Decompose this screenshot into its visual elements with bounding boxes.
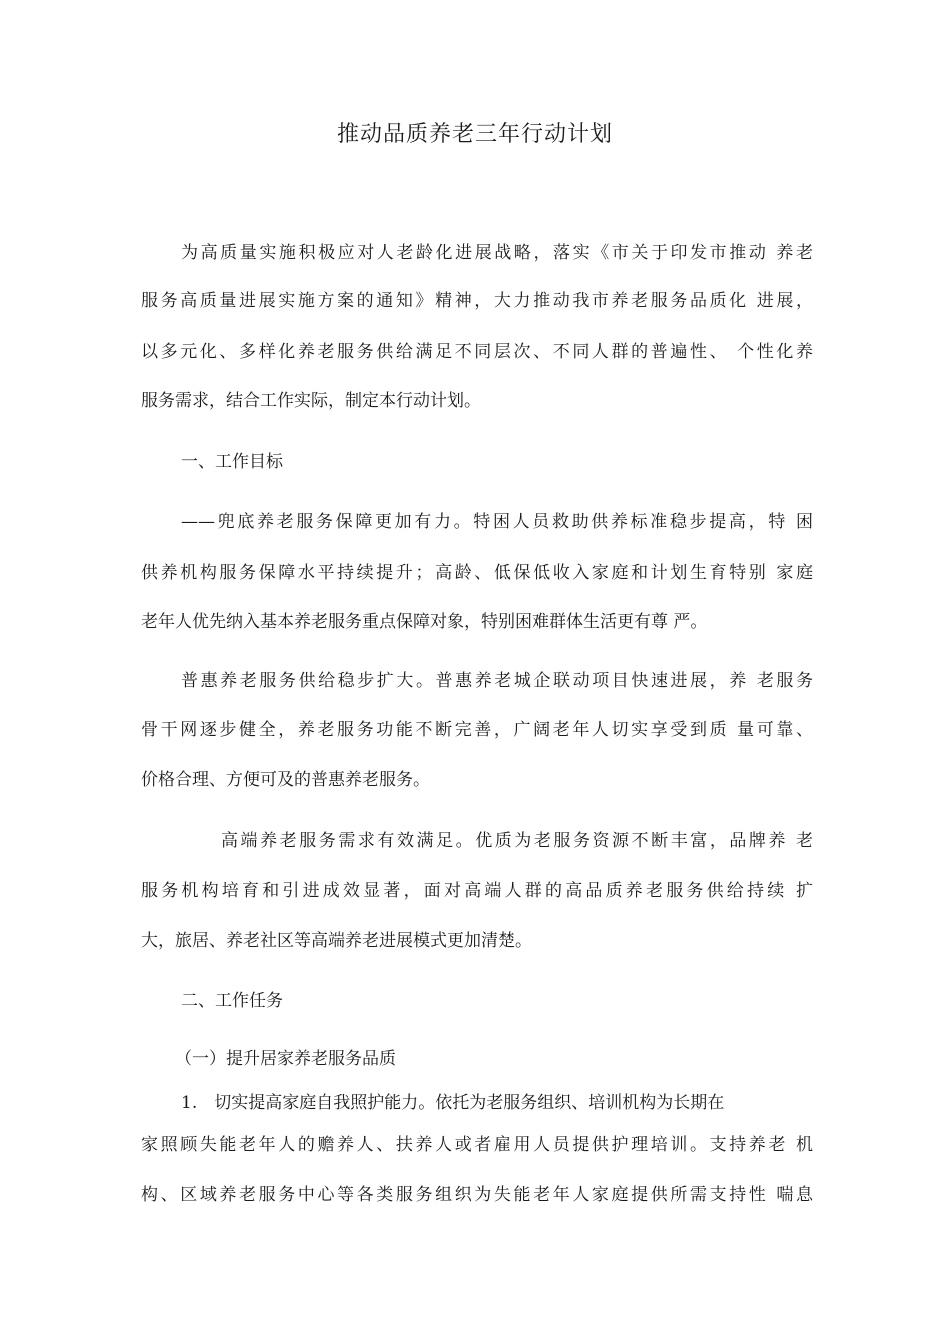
- intro-line: 服务需求，结合工作实际，制定本行动计划。: [141, 391, 481, 411]
- task-line: 1. 切实提高家庭自我照护能力。依托为老服务组织、培训机构为长期在: [181, 1093, 725, 1113]
- goal-line: 价格合理、方便可及的普惠养老服务。: [141, 770, 430, 790]
- goal-line: 老年人优先纳入基本养老服务重点保障对象，特别困难群体生活更有尊 严。: [141, 612, 708, 632]
- goal-line: ——兜底养老服务保障更加有力。特困人员救助供养标准稳步提高，特 困: [181, 512, 813, 532]
- intro-line: 为高质量实施积极应对人老龄化进展战略，落实《市关于印发市推动 养老: [181, 243, 813, 263]
- task-line: 构、区域养老服务中心等各类服务组织为失能老年人家庭提供所需支持性 喘息: [141, 1185, 813, 1205]
- document-title: 推动品质养老三年行动计划: [336, 122, 613, 147]
- intro-line: 服务高质量进展实施方案的通知》精神，大力推动我市养老服务品质化 进展，: [141, 291, 813, 311]
- subsection-heading: （一）提升居家养老服务品质: [175, 1049, 396, 1069]
- goal-line: 普惠养老服务供给稳步扩大。普惠养老城企联动项目快速进展，养 老服务: [181, 671, 813, 691]
- goal-line: 大，旅居、养老社区等高端养老进展模式更加清楚。: [141, 931, 532, 951]
- section-heading: 二、工作任务: [181, 991, 283, 1011]
- goal-line: 服务机构培育和引进成效显著，面对高端人群的高品质养老服务供给持续 扩: [141, 881, 813, 901]
- goal-line: 供养机构服务保障水平持续提升；高龄、低保低收入家庭和计划生育特别 家庭: [141, 563, 813, 583]
- intro-line: 以多元化、多样化养老服务供给满足不同层次、不同人群的普遍性、 个性化养: [141, 342, 813, 362]
- goal-line: 骨干网逐步健全，养老服务功能不断完善，广阔老年人切实享受到质 量可靠、: [141, 720, 813, 740]
- section-heading: 一、工作目标: [181, 452, 283, 472]
- goal-line: 高端养老服务需求有效满足。优质为老服务资源不断丰富，品牌养 老: [221, 831, 813, 851]
- task-line: 家照顾失能老年人的赡养人、扶养人或者雇用人员提供护理培训。支持养老 机: [141, 1135, 813, 1155]
